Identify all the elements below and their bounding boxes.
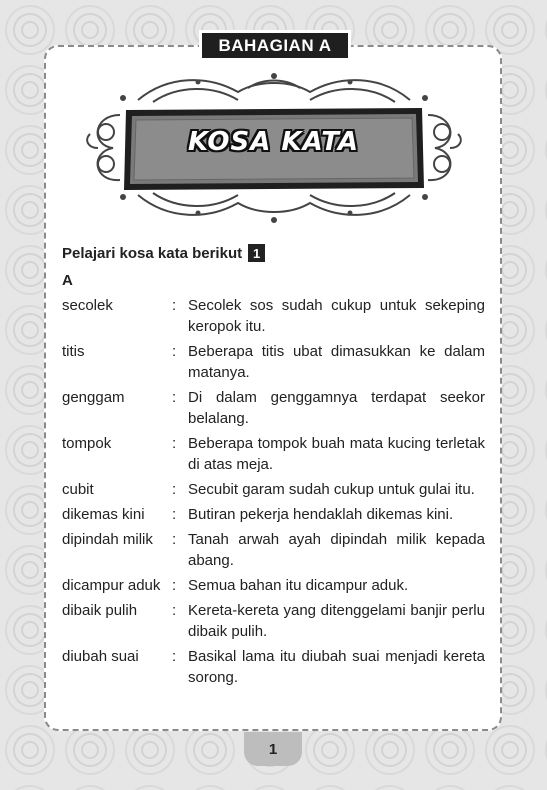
vocab-row (62, 600, 485, 642)
colon-separator: : (172, 435, 177, 452)
vocab-row (62, 529, 485, 571)
vocab-sentence: Beberapa titis ubat dimasukkan ke dalam matanya. (188, 343, 485, 381)
vocab-row (62, 479, 485, 500)
vocab-term: secolek (62, 297, 113, 314)
vocab-term: tompok (62, 435, 112, 452)
colon-separator: : (172, 506, 177, 523)
vocab-term: genggam (62, 389, 125, 406)
vocab-row (62, 433, 485, 475)
vocab-term: diubah suai (62, 648, 139, 665)
colon-separator: : (172, 577, 177, 594)
group-letter: A (62, 272, 73, 289)
colon-separator: : (172, 531, 177, 548)
vocab-term: dipindah milik (62, 531, 153, 548)
vocab-sentence: Di dalam genggamnya terdapat seekor belalang. (188, 389, 485, 427)
section-label (199, 30, 351, 61)
vocab-row (62, 341, 485, 383)
section-label-text: BAHAGIAN A (202, 33, 348, 58)
colon-separator: : (172, 343, 177, 360)
colon-separator: : (172, 389, 177, 406)
vocab-sentence: Secolek sos sudah cukup untuk sekeping keropok itu. (188, 297, 485, 335)
colon-separator: : (172, 602, 177, 619)
vocab-sentence: Butiran pekerja hendaklah dikemas kini. (188, 506, 454, 523)
vocab-term: dicampur aduk (62, 577, 161, 594)
vocab-sentence: Semua bahan itu dicampur aduk. (188, 577, 409, 594)
colon-separator: : (172, 648, 177, 665)
vocab-sentence: Basikal lama itu diubah suai menjadi kereta sorong. (188, 648, 485, 686)
vocab-sentence: Beberapa tompok buah mata kucing terletak di atas meja. (188, 435, 485, 473)
vocabulary-list (62, 295, 485, 692)
banner-title: KOSA KATA (187, 127, 360, 157)
vocab-row (62, 504, 485, 525)
vocab-row (62, 575, 485, 596)
page-number: 1 (268, 740, 278, 758)
page-number-tab (244, 732, 302, 766)
vocab-term: dibaik pulih (62, 602, 138, 619)
vocab-sentence: Tanah arwah ayah dipindah milik kepada abang. (188, 531, 485, 569)
instruction-number-badge: 1 (248, 244, 265, 262)
vocab-term: titis (62, 343, 85, 360)
vocab-term: cubit (62, 481, 94, 498)
instruction-text: Pelajari kosa kata berikut (62, 244, 243, 262)
instruction (62, 244, 265, 262)
vocab-row (62, 387, 485, 429)
vocab-row (62, 646, 485, 688)
colon-separator: : (172, 297, 177, 314)
vocab-term: dikemas kini (62, 506, 145, 523)
vocab-row (62, 295, 485, 337)
vocab-sentence: Kereta-kereta yang ditenggelami banjir perlu dibaik pulih. (188, 602, 485, 640)
colon-separator: : (172, 481, 177, 498)
vocab-sentence: Secubit garam sudah cukup untuk gulai itu. (188, 481, 475, 498)
